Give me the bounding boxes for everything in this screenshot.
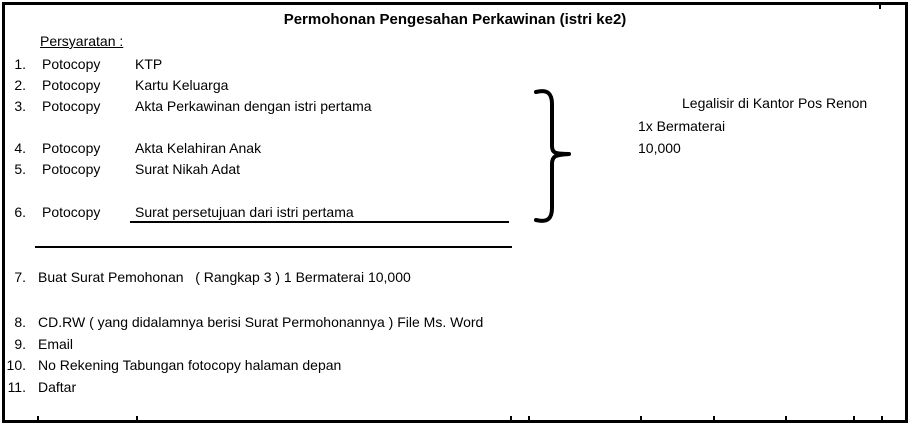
requirement-row-6	[0, 204, 910, 222]
item-number: 1.	[14, 56, 26, 72]
cell-boundary-tick	[713, 416, 715, 420]
grouping-brace	[528, 84, 576, 229]
item-type: Potocopy	[42, 77, 101, 93]
item-desc: Akta Kelahiran Anak	[135, 140, 262, 156]
note-bermaterai: 1x Bermaterai	[638, 118, 726, 134]
cell-boundary-tick	[136, 416, 138, 420]
requirement-row-1	[0, 56, 910, 74]
item-number: 10.	[6, 357, 26, 373]
document-title: Permohonan Pengesahan Perkawinan (istri ke2)	[283, 11, 627, 28]
divider-line	[35, 246, 512, 248]
requirement-row-7	[0, 269, 910, 287]
item-desc: Akta Perkawinan dengan istri pertama	[135, 98, 372, 114]
item-type: Potocopy	[42, 204, 101, 220]
requirement-row-11	[0, 379, 910, 397]
item-number: 11.	[7, 379, 26, 395]
item-type: Potocopy	[42, 140, 101, 156]
requirement-row-2	[0, 77, 910, 95]
item-desc: Email	[38, 336, 74, 352]
item-desc: Daftar	[38, 379, 77, 395]
requirement-row-4	[0, 140, 910, 158]
cell-boundary-tick	[881, 416, 883, 420]
item-desc: Kartu Keluarga	[135, 77, 229, 93]
item-6-underline	[130, 221, 509, 223]
cell-boundary-tick	[510, 416, 512, 420]
cell-boundary-tick	[528, 416, 530, 420]
item-desc: Surat persetujuan dari istri pertama	[135, 204, 354, 220]
item-number: 3.	[14, 98, 26, 114]
cell-boundary-tick	[879, 5, 881, 9]
item-number: 2.	[14, 77, 26, 93]
requirement-row-5	[0, 161, 910, 179]
item-desc: KTP	[135, 56, 163, 72]
cell-boundary-tick	[640, 416, 642, 420]
item-desc: Buat Surat Pemohonan ( Rangkap 3 ) 1 Bermaterai 10,000	[38, 269, 411, 285]
item-type: Potocopy	[42, 161, 101, 177]
item-number: 5.	[14, 161, 26, 177]
item-number: 8.	[14, 314, 26, 330]
item-number: 7.	[14, 269, 26, 285]
requirement-row-8	[0, 314, 910, 332]
item-desc: CD.RW ( yang didalamnya berisi Surat Permohonannya ) File Ms. Word	[38, 314, 484, 330]
cell-boundary-tick	[37, 416, 39, 420]
note-legalisir: Legalisir di Kantor Pos Renon	[682, 95, 868, 111]
section-label: Persyaratan :	[40, 33, 124, 49]
item-number: 6.	[14, 204, 26, 220]
note-amount: 10,000	[638, 140, 681, 156]
item-type: Potocopy	[42, 98, 101, 114]
cell-boundary-tick	[853, 416, 855, 420]
requirement-row-9	[0, 336, 910, 354]
item-type: Potocopy	[42, 56, 101, 72]
cell-boundary-tick	[785, 416, 787, 420]
item-number: 9.	[14, 336, 26, 352]
item-desc: No Rekening Tabungan fotocopy halaman depan	[38, 357, 342, 373]
item-desc: Surat Nikah Adat	[135, 161, 241, 177]
requirement-row-10	[0, 357, 910, 375]
item-number: 4.	[14, 140, 26, 156]
